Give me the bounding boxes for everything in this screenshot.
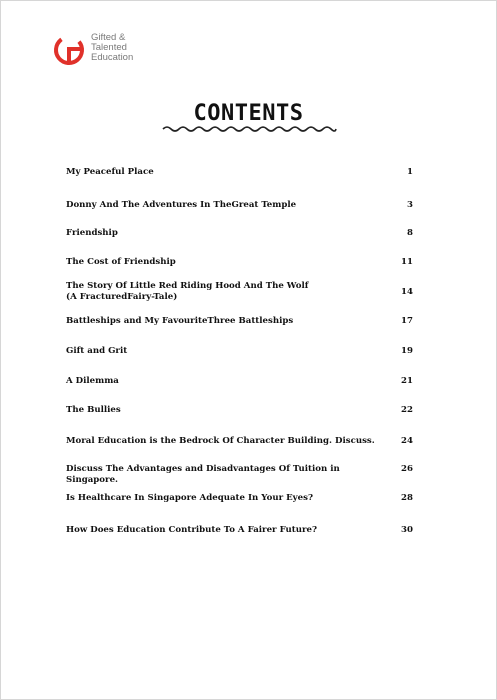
toc-entry-title: Is Healthcare In Singapore Adequate In Your Eyes? (66, 493, 313, 503)
toc-entry-page: 3 (407, 200, 413, 210)
toc-entry-title: My Peaceful Place (66, 167, 154, 177)
toc-entry-page: 19 (401, 346, 413, 356)
toc-entry-title: The Cost of Friendship (66, 257, 176, 267)
toc-entry-title: The Bullies (66, 405, 121, 415)
toc-entry-title: A Dilemma (66, 376, 119, 386)
toc-entry-page: 17 (401, 316, 413, 326)
brand-logo (53, 32, 173, 72)
toc-entry-title: Gift and Grit (66, 346, 128, 356)
toc-entry-title: Battleships and My FavouriteThree Battleships (66, 316, 294, 326)
toc-entry-title: Discuss The Advantages and Disadvantages Of Tuition in Singapore. (66, 464, 340, 485)
title-squiggle-underline (161, 124, 338, 134)
brand-line-2: Talented (91, 42, 127, 53)
page-title: CONTENTS (193, 101, 304, 126)
toc-entry-title: Moral Education is the Bedrock Of Character Building. Discuss. (66, 436, 375, 446)
toc-entry-page: 22 (401, 405, 413, 415)
g-circle-logo-icon (53, 32, 87, 68)
toc-entry-title: Donny And The Adventures In TheGreat Temple (66, 200, 297, 210)
brand-line-3: Education (91, 52, 134, 63)
toc-entry-title: Friendship (66, 228, 118, 238)
toc-entry-title: How Does Education Contribute To A Fairer Future? (66, 525, 318, 535)
brand-name (91, 33, 133, 63)
toc-entry-page: 21 (401, 376, 413, 386)
toc-entry-page: 14 (401, 287, 413, 297)
toc-entry-page: 26 (401, 464, 413, 474)
toc-entry-page: 1 (407, 167, 413, 177)
toc-entry-page: 24 (401, 436, 413, 446)
brand-line-1: Gifted & (91, 32, 126, 43)
toc-entry-subtitle: (A FracturedFairy-Tale) (66, 292, 178, 302)
toc-entry-title: The Story Of Little Red Riding Hood And The Wolf (66, 281, 309, 291)
toc-entry-page: 28 (401, 493, 413, 503)
toc-entry-page: 11 (401, 257, 413, 267)
toc-entry-page: 8 (407, 228, 413, 238)
toc-entry-page: 30 (401, 525, 413, 535)
